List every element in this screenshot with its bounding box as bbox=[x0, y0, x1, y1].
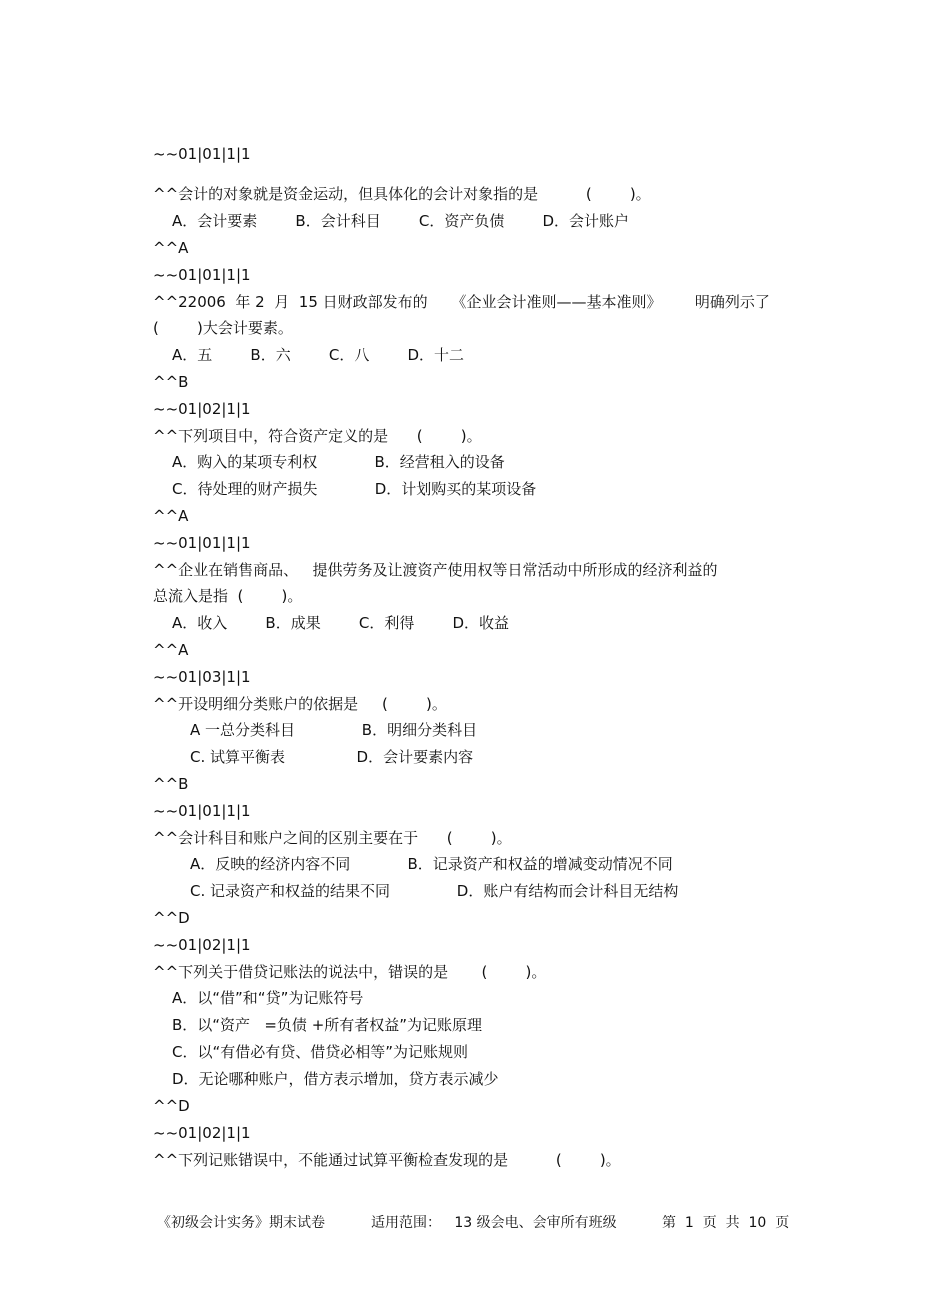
correct-answer: ^^A bbox=[153, 507, 189, 525]
answer-options: C. 记录资产和权益的结果不同 D．账户有结构而会计科目无结构 bbox=[190, 882, 679, 900]
answer-options: A．反映的经济内容不同 B．记录资产和权益的增减变动情况不同 bbox=[190, 855, 673, 873]
question-code: ~~01|01|1|1 bbox=[153, 266, 251, 284]
question-code: ~~01|03|1|1 bbox=[153, 668, 251, 686]
question-code: ~~01|01|1|1 bbox=[153, 534, 251, 552]
question-text: ^^下列项目中，符合资产定义的是 ( )。 bbox=[153, 427, 482, 445]
question-text: ^^企业在销售商品、 提供劳务及让渡资产使用权等日常活动中所形成的经济利益的 bbox=[153, 561, 718, 579]
question-text: ( )大会计要素。 bbox=[153, 319, 293, 337]
answer-option: D．无论哪种账户，借方表示增加，贷方表示减少 bbox=[172, 1070, 499, 1088]
question-text: ^^会计科目和账户之间的区别主要在于 ( )。 bbox=[153, 829, 512, 847]
answer-options: A．会计要素 B．会计科目 C．资产负债 D．会计账户 bbox=[172, 212, 630, 230]
footer-exam-title: 《初级会计实务》期末试卷 bbox=[157, 1215, 325, 1231]
question-code: ~~01|02|1|1 bbox=[153, 400, 251, 418]
answer-options: A．收入 B．成果 C．利得 D．收益 bbox=[172, 614, 510, 632]
answer-options: A．购入的某项专利权 B．经营租入的设备 bbox=[172, 453, 505, 471]
question-text: 总流入是指 ( )。 bbox=[153, 587, 303, 605]
answer-options: C．待处理的财产损失 D．计划购买的某项设备 bbox=[172, 480, 537, 498]
correct-answer: ^^A bbox=[153, 239, 189, 257]
answer-options: A．五 B．六 C．八 D．十二 bbox=[172, 346, 465, 364]
question-code: ~~01|01|1|1 bbox=[153, 145, 251, 163]
correct-answer: ^^A bbox=[153, 641, 189, 659]
question-text: ^^开设明细分类账户的依据是 ( )。 bbox=[153, 695, 447, 713]
question-code: ~~01|02|1|1 bbox=[153, 936, 251, 954]
correct-answer: ^^B bbox=[153, 775, 189, 793]
question-text: ^^下列记账错误中，不能通过试算平衡检查发现的是 ( )。 bbox=[153, 1151, 621, 1169]
question-code: ~~01|01|1|1 bbox=[153, 802, 251, 820]
question-text: ^^会计的对象就是资金运动，但具体化的会计对象指的是 ( )。 bbox=[153, 185, 651, 203]
answer-options: C. 试算平衡表 D．会计要素内容 bbox=[190, 748, 474, 766]
answer-option: C．以“有借必有贷、借贷必相等”为记账规则 bbox=[172, 1043, 469, 1061]
correct-answer: ^^D bbox=[153, 909, 190, 927]
correct-answer: ^^D bbox=[153, 1097, 190, 1115]
footer-scope: 适用范围： 13 级会电、会审所有班级 bbox=[371, 1215, 617, 1231]
footer-page-number: 第 1 页 共 10 页 bbox=[662, 1215, 790, 1231]
answer-options: A 一总分类科目 B．明细分类科目 bbox=[190, 721, 478, 739]
question-text: ^^下列关于借贷记账法的说法中，错误的是 ( )。 bbox=[153, 963, 547, 981]
question-code: ~~01|02|1|1 bbox=[153, 1124, 251, 1142]
correct-answer: ^^B bbox=[153, 373, 189, 391]
question-text: ^^22006 年 2 月 15 日财政部发布的 《企业会计准则——基本准则》 明确列示了 bbox=[153, 293, 770, 311]
answer-option: B．以“资产 =负债 +所有者权益”为记账原理 bbox=[172, 1016, 483, 1034]
answer-option: A．以“借”和“贷”为记账符号 bbox=[172, 989, 364, 1007]
